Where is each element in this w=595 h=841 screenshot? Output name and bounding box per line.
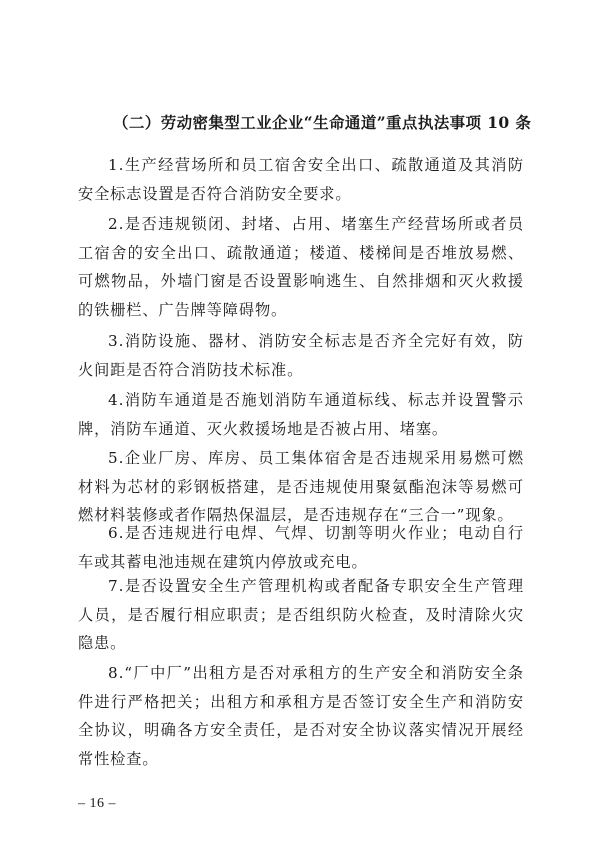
item-2: 2.是否违规锁闭、封堵、占用、堵塞生产经营场所或者员工宿舍的安全出口、疏散通道；楼道、楼梯间是否堆放易燃、可燃物品，外墙门窗是否设置影响逃生、自然排烟和灭火救援的铁栅栏、广告牌等障碍物。 bbox=[78, 215, 524, 319]
item-5: 5.企业厂房、库房、员工集体宿舍是否违规采用易燃可燃材料为芯材的彩钢板搭建，是否违规使用聚氨酯泡沫等易燃可燃材料装修或者作隔热保温层，是否违规存在“三合一”现象。 bbox=[78, 449, 524, 525]
item-1: 1.生产经营场所和员工宿舍安全出口、疏散通道及其消防安全标志设置是否符合消防安全要求。 bbox=[78, 156, 524, 203]
item-4: 4.消防车通道是否施划消防车通道标线、标志并设置警示牌，消防车通道、灭火救援场地是否被占用、堵塞。 bbox=[78, 391, 524, 438]
item-3: 3.消防设施、器材、消防安全标志是否齐全完好有效，防火间距是否符合消防技术标准。 bbox=[78, 332, 524, 379]
section-heading: （二）劳动密集型工业企业“生命通道”重点执法事项 10 条 bbox=[113, 113, 532, 132]
page-number: – 16 – bbox=[78, 796, 116, 811]
item-6: 6.是否违规进行电焊、气焊、切割等明火作业；电动自行车或其蓄电池违规在建筑内停放或充电。 bbox=[78, 524, 524, 571]
item-8: 8.“厂中厂”出租方是否对承租方的生产安全和消防安全条件进行严格把关；出租方和承租方是否签订安全生产和消防安全协议，明确各方安全责任，是否对安全协议落实情况开展经常性检查。 bbox=[78, 664, 524, 768]
item-7: 7.是否设置安全生产管理机构或者配备专职安全生产管理人员，是否履行相应职责；是否组织防火检查，及时清除火灾隐患。 bbox=[78, 577, 524, 653]
